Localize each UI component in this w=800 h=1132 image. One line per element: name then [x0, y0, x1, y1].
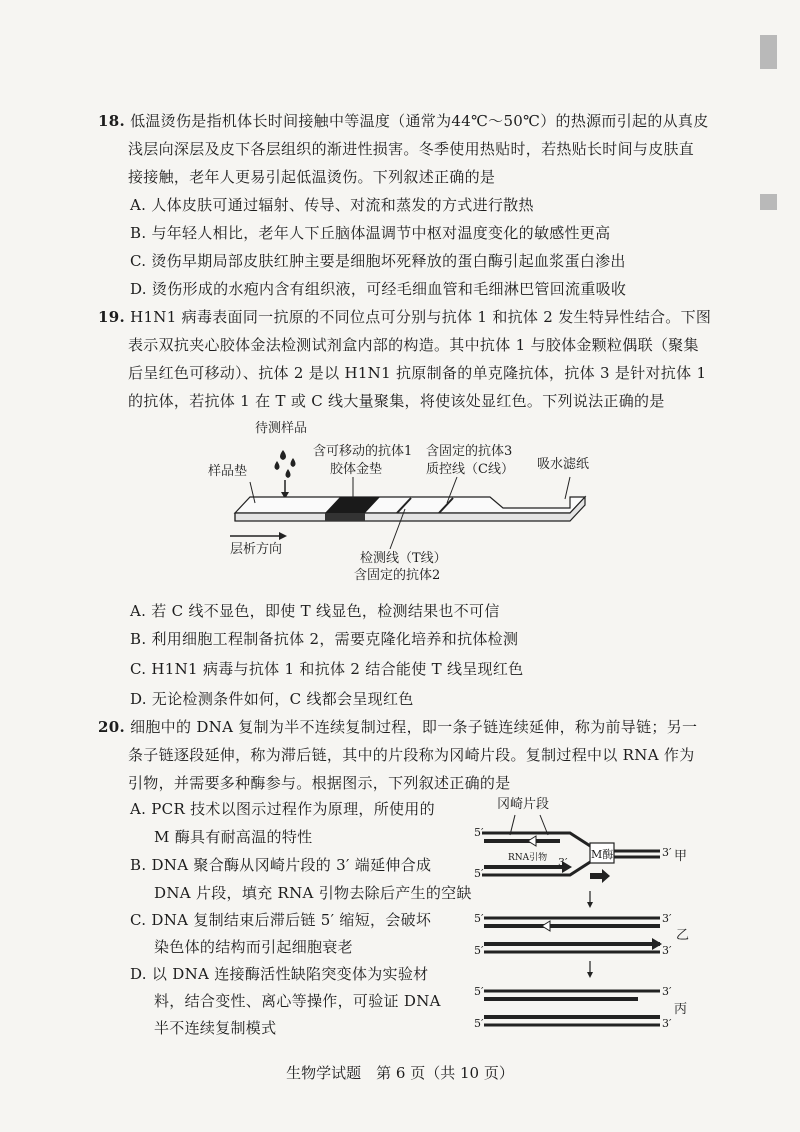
option-20-c-line-1: C. DNA 复制结束后滞后链 5′ 缩短，会破坏 — [130, 911, 432, 929]
option-20-a-line-2: M 酶具有耐高温的特性 — [154, 828, 313, 846]
end-label-3-s3-top: 3′ — [662, 985, 672, 998]
option-19-b: B. 利用细胞工程制备抗体 2，需要克隆化培养和抗体检测 — [130, 630, 519, 648]
option-20-c-line-2: 染色体的结构而引起细胞衰老 — [154, 938, 353, 956]
option-20-a-line-1: A. PCR 技术以图示过程作为原理，所使用的 — [130, 800, 435, 818]
question-18-line-1 — [98, 111, 709, 131]
question-number: 18. — [98, 112, 125, 130]
question-18-line-2: 浅层向深层及皮下各层组织的渐进性损害。冬季使用热贴时，若热贴长时间与皮肤直 — [128, 140, 695, 158]
stage-label-jia: 甲 — [674, 849, 688, 864]
c-line-label-2: 质控线（C线） — [426, 462, 514, 477]
t-line-label-1: 检测线（T线） — [360, 551, 447, 566]
question-19-line-4: 的抗体，若抗体 1 在 T 或 C 线大量聚集，将使该处显红色。下列说法正确的是 — [128, 392, 665, 410]
option-18-a: A. 人体皮肤可通过辐射、传导、对流和蒸发的方式进行散热 — [130, 196, 534, 214]
end-label-5-s3-bottom: 5′ — [474, 1017, 484, 1030]
rna-primer-label: RNA引物 — [508, 853, 548, 863]
end-label-5-s3-top: 5′ — [474, 985, 484, 998]
movement-arrow-icon — [590, 869, 610, 883]
scan-edge-mark-small — [760, 194, 777, 210]
question-19-line-2: 表示双抗夹心胶体金法检测试剂盒内部的构造。其中抗体 1 与胶体金颗粒偶联（聚集 — [128, 336, 699, 354]
sample-droplet-icon — [275, 461, 280, 470]
question-number: 19. — [98, 308, 125, 326]
option-20-b-line-1: B. DNA 聚合酶从冈崎片段的 3′ 端延伸合成 — [130, 856, 432, 874]
m-enzyme-label: M酶 — [591, 848, 614, 861]
question-text: H1N1 病毒表面同一抗原的不同位点可分别与抗体 1 和抗体 2 发生特异性结合。下图 — [130, 308, 712, 326]
stage-arrow-1-head — [587, 902, 593, 908]
sample-pad-label: 样品垫 — [208, 464, 248, 479]
c-line-label-1: 含固定的抗体3 — [426, 444, 513, 459]
option-20-d-line-2: 料，结合变性、离心等操作，可验证 DNA — [154, 992, 441, 1010]
direction-label: 层析方向 — [230, 542, 283, 557]
end-label-3-s3-bottom: 3′ — [662, 1017, 672, 1030]
option-19-a: A. 若 C 线不显色，即使 T 线显色，检测结果也不可信 — [130, 602, 500, 620]
gold-pad-label-2: 胶体金垫 — [330, 462, 383, 477]
option-19-d: D. 无论检测条件如何，C 线都会呈现红色 — [130, 690, 414, 708]
question-19-line-3: 后呈红色可移动）、抗体 2 是以 H1N1 抗原制备的单克隆抗体，抗体 3 是针对抗体 1 — [128, 364, 707, 382]
question-19-line-1 — [98, 307, 711, 327]
flow-arrow-head — [279, 532, 287, 540]
question-20-line-3: 引物，并需要多种酶参与。根据图示，下列叙述正确的是 — [128, 774, 511, 792]
page-footer: 生物学试题 第 6 页（共 10 页） — [286, 1064, 514, 1082]
question-18-line-3: 接接触，老年人更易引起低温烫伤。下列叙述正确的是 — [128, 168, 496, 186]
gold-pad-side — [325, 513, 365, 521]
end-label-5-top: 5′ — [474, 826, 484, 839]
option-20-d-line-3: 半不连续复制模式 — [154, 1019, 277, 1037]
option-18-b: B. 与年轻人相比，老年人下丘脑体温调节中枢对温度变化的敏感性更高 — [130, 224, 611, 242]
stage-arrow-2-head — [587, 972, 593, 978]
sample-droplet-icon — [286, 469, 291, 478]
question-text: 细胞中的 DNA 复制为半不连续复制过程，即一条子链连续延伸，称为前导链；另一 — [130, 718, 698, 736]
sample-label: 待测样品 — [255, 421, 308, 436]
stage-label-yi: 乙 — [676, 928, 690, 943]
gold-pad-label-1: 含可移动的抗体1 — [313, 444, 413, 459]
sample-droplet-icon — [280, 450, 286, 460]
t-line-label-2: 含固定的抗体2 — [354, 568, 441, 583]
option-19-c: C. H1N1 病毒与抗体 1 和抗体 2 结合能使 T 线呈现红色 — [130, 660, 524, 678]
end-label-5-s2-top: 5′ — [474, 912, 484, 925]
option-18-d: D. 烫伤形成的水疱内含有组织液，可经毛细血管和毛细淋巴管回流重吸收 — [130, 280, 627, 298]
scan-edge-mark — [760, 35, 777, 69]
end-label-5-s2-bottom: 5′ — [474, 944, 484, 957]
end-label-3-right: 3′ — [662, 846, 672, 859]
stage2-arrow-icon — [542, 921, 550, 931]
sample-droplet-icon — [291, 458, 296, 467]
question-20-line-2: 条子链逐段延伸，称为滞后链，其中的片段称为冈崎片段。复制过程中以 RNA 作为 — [128, 746, 695, 764]
lagging-arrow-icon — [528, 836, 536, 846]
option-20-b-line-2: DNA 片段，填充 RNA 引物去除后产生的空缺 — [154, 884, 472, 902]
end-label-3-fork: 3′ — [558, 856, 568, 869]
option-20-d-line-1: D. 以 DNA 连接酶活性缺陷突变体为实验材 — [130, 965, 429, 983]
end-label-3-s2-bottom: 3′ — [662, 944, 672, 957]
absorbent-label: 吸水滤纸 — [537, 457, 590, 472]
question-text: 低温烫伤是指机体长时间接触中等温度（通常为44℃～50℃）的热源而引起的从真皮 — [130, 112, 709, 130]
end-label-5-bottom: 5′ — [474, 867, 484, 880]
question-number: 20. — [98, 718, 125, 736]
stage-label-bing: 丙 — [674, 1002, 688, 1017]
okazaki-label: 冈崎片段 — [497, 797, 550, 812]
stage2-arrow-icon — [652, 938, 662, 950]
question-20-line-1 — [98, 717, 697, 737]
absorbent-pointer — [565, 477, 570, 499]
end-label-3-s2-top: 3′ — [662, 912, 672, 925]
option-18-c: C. 烫伤早期局部皮肤红肿主要是细胞坏死释放的蛋白酶引起血浆蛋白渗出 — [130, 252, 626, 270]
